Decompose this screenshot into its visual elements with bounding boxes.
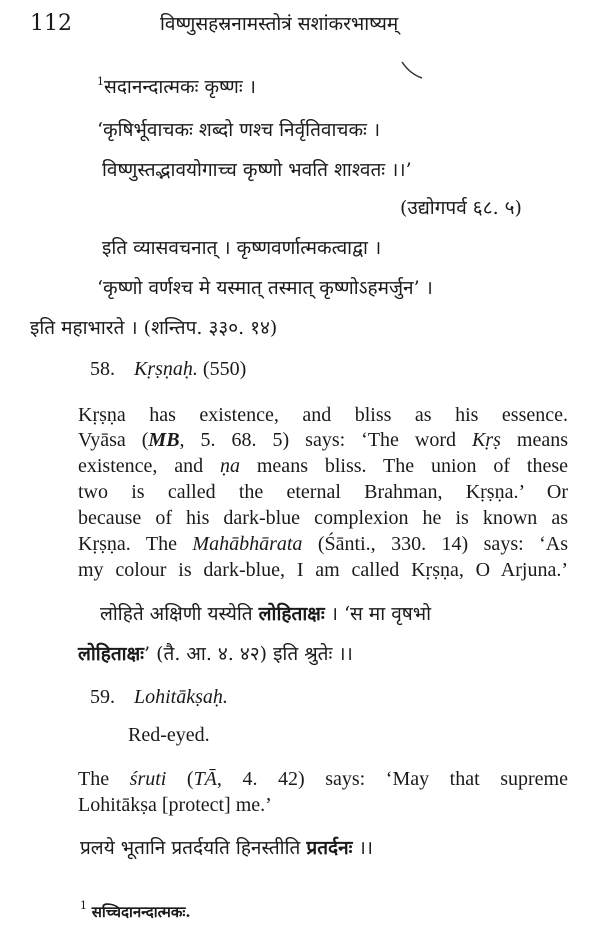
- footnote-text: सच्चिदानन्दात्मकः.: [91, 903, 191, 921]
- verse-line-1: [97, 70, 256, 99]
- footnote: [80, 894, 191, 924]
- footnote-marker: 1: [80, 899, 87, 912]
- para58-line-7: my colour is dark-blue, I am called Kṛṣṇa, O Arjuna.’: [78, 559, 568, 581]
- name-heading-59: [90, 685, 228, 709]
- para58-line-1: Kṛṣṇa has existence, and bliss as his essence.: [78, 404, 568, 426]
- name-number: 58.: [90, 358, 115, 380]
- sanskrit-line-6: इति महाभारते । (शन्तिप. ३३०. १४): [30, 317, 278, 339]
- para58-line-5: because of his dark-blue complexion he is known as: [78, 507, 568, 529]
- name-index: (550): [202, 358, 247, 380]
- para58-line-3: existence, and ṇa means bliss. The union of these: [78, 455, 568, 477]
- page-number: 112: [30, 11, 72, 36]
- meaning-59: Red-eyed.: [128, 724, 210, 746]
- para58-line-2: Vyāsa (MB, 5. 68. 5) says: ‘The word Kṛṣ means: [78, 429, 568, 451]
- term-pratardana: प्रतर्दनः: [306, 837, 353, 859]
- sanskrit-line-5: ‘कृष्णो वर्णश्च मे यस्मात् तस्मात् कृष्णोऽहमर्जुन’ ।: [97, 277, 433, 299]
- sanskrit-line-4: इति व्यासवचनात् । कृष्णवर्णात्मकत्वाद्वा ।: [102, 237, 382, 259]
- citation-udyoga: (उद्योगपर्व ६८. ५): [400, 197, 522, 219]
- para59-line-2: Lohitākṣa [protect] me.’: [78, 794, 272, 816]
- name-heading-58: [90, 357, 246, 381]
- name-title: Kṛṣṇaḥ.: [134, 358, 198, 380]
- verse-line-2: ‘कृषिर्भूवाचकः शब्दो णश्च निर्वृतिवाचकः ।: [97, 119, 381, 141]
- stray-mark-icon: [400, 60, 424, 82]
- para59-line-1: The śruti (TĀ, 4. 42) says: ‘May that supreme: [78, 768, 568, 790]
- term-lohitaksa: लोहिताक्षः: [258, 603, 325, 625]
- name-title: Lohitākṣaḥ.: [134, 686, 228, 708]
- para58-line-4: two is called the eternal Brahman, Kṛṣṇa.’ Or: [78, 481, 568, 503]
- running-title: विष्णुसहस्रनामस्तोत्रं सशांकरभाष्यम्: [160, 13, 399, 35]
- para58-line-6: Kṛṣṇa. The Mahābhārata (Śānti., 330. 14) says: ‘As: [78, 533, 568, 555]
- name-number: 59.: [90, 686, 115, 708]
- verse-1-text: सदानन्दात्मकः कृष्णः ।: [104, 76, 256, 98]
- sanskrit-comm-line-1: लोहिते अक्षिणी यस्येति लोहिताक्षः । ‘स मा वृषभो: [100, 603, 432, 625]
- verse-line-3: विष्णुस्तद्भावयोगाच्च कृष्णो भवति शाश्वतः ।।’: [102, 159, 412, 181]
- sanskrit-comm-line-2: लोहिताक्षः’ (तै. आ. ४. ४२) इति श्रुतेः ।।: [78, 643, 353, 665]
- footnote-reference: 1: [97, 75, 104, 88]
- sanskrit-comm-line-3: प्रलये भूतानि प्रतर्दयति हिनस्तीति प्रतर्दनः ।।: [80, 837, 373, 859]
